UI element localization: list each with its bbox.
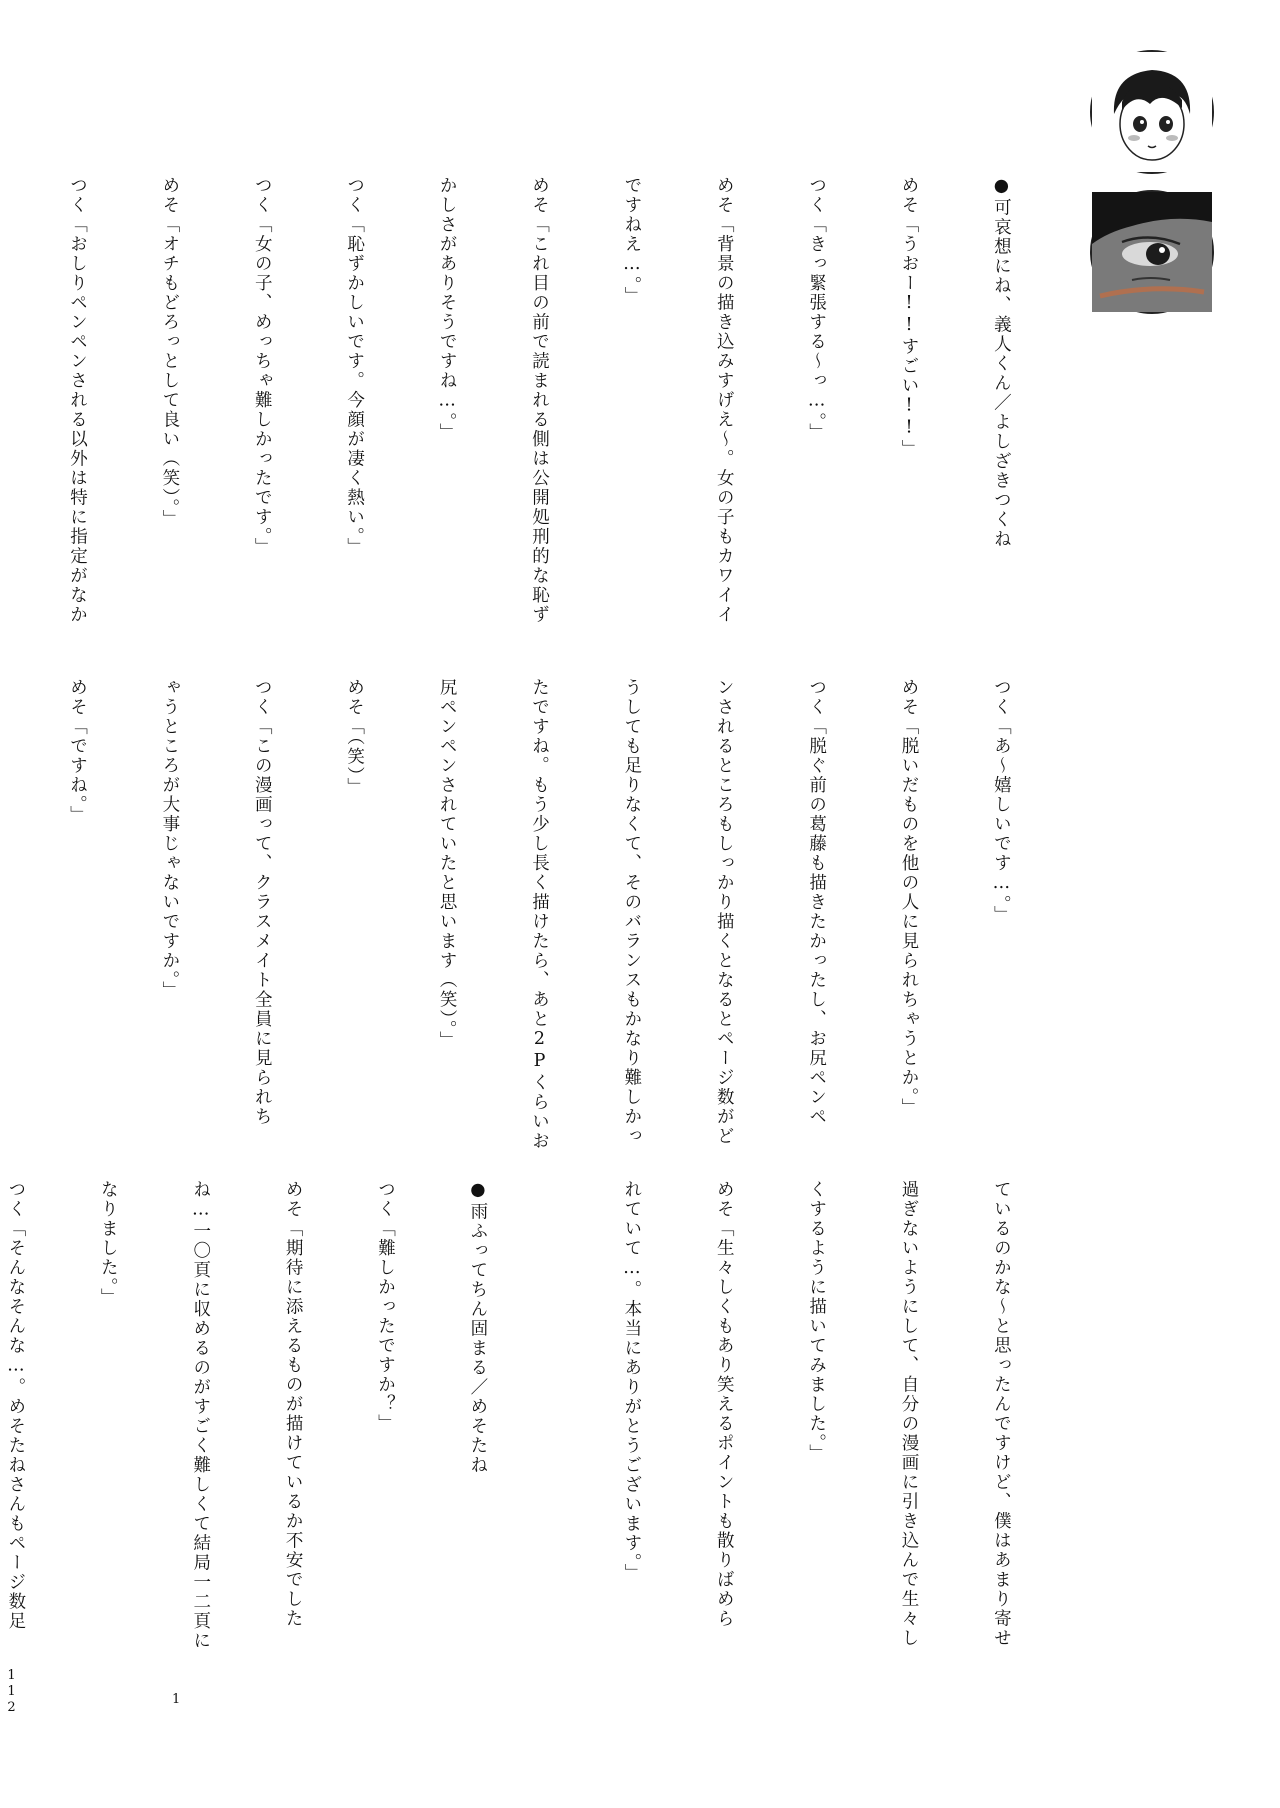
- text-line: たですね。もう少し長く描けたら、あと2Pくらいお: [529, 678, 550, 1151]
- text-line: つく「女の子、めっちゃ難しかったです。」: [252, 176, 273, 558]
- text-line: めそ「これ目の前で読まれる側は公開処刑的な恥ず: [529, 176, 550, 625]
- text-line: つく「この漫画って、クラスメイト全員に見られち: [252, 678, 273, 1127]
- text-line: めそ「オチもどろっとして良い（笑）。」: [159, 176, 180, 529]
- text-line: 尻ペンペンされていたと思います（笑）。」: [437, 678, 458, 1051]
- text-line: めそ「（笑）」: [344, 678, 365, 797]
- text-line: めそ「脱いだものを他の人に見られちゃうとか。」: [899, 678, 920, 1118]
- text-line: うしても足りなくて、そのバランスもかなり難しかっ: [621, 678, 642, 1146]
- text-band-lower: [5, 1180, 1078, 1654]
- folio-number: 112: [4, 1668, 19, 1716]
- text-line: つく「おしりペンペンされる以外は特に指定がなか: [67, 176, 88, 625]
- text-line: めそ「生々しくもあり笑えるポイントも散りばめら: [714, 1180, 735, 1629]
- text-line: かしさがありそうですね…。」: [437, 176, 458, 443]
- text-line: ね…一〇頁に収めるのがすごく難しくて結局一二頁に: [190, 1180, 211, 1651]
- text-line: つく「脱ぐ前の葛藤も描きたかったし、お尻ペンペ: [806, 678, 827, 1127]
- text-line: ているのかな〜と思ったんですけど、僕はあまり寄せ: [991, 1180, 1012, 1648]
- text-band-middle: [67, 678, 1078, 1154]
- text-line: つく「あ〜嬉しいです…。」: [991, 678, 1012, 926]
- text-line: ●雨ふってちん固まる／めそたね: [467, 1180, 488, 1475]
- text-line: めそ「期待に添えるものが描けているか不安でした: [283, 1180, 304, 1629]
- page-number: 1: [172, 1692, 181, 1707]
- closeup-face-icon: [1092, 192, 1212, 312]
- text-line: ンされるところもしっかり描くとなるとページ数がど: [714, 678, 735, 1146]
- text-line: れていて…。本当にありがとうございます。」: [621, 1180, 642, 1584]
- text-line: めそ「うおー!!すごい!!」: [899, 176, 920, 459]
- text-line: くするように描いてみました。」: [806, 1180, 827, 1464]
- boy-face-icon: [1092, 52, 1212, 172]
- text-line: なりました。」: [98, 1180, 119, 1308]
- text-band-upper: [67, 176, 1078, 650]
- text-line: めそ「ですね。」: [67, 678, 88, 826]
- text-line: めそ「背景の描き込みすげえ〜。女の子もカワイイ: [714, 176, 735, 625]
- avatar-tsukune: [1090, 50, 1214, 174]
- text-line: ゃうところが大事じゃないですか。」: [159, 678, 180, 1001]
- text-line: ●可哀想にね、義人くん／よしざきつくね: [991, 176, 1012, 549]
- avatar-closeup: [1090, 190, 1214, 314]
- text-line: ですねえ…。」: [621, 176, 642, 307]
- text-line: つく「恥ずかしいです。今顔が凄く熱い。」: [344, 176, 365, 558]
- text-line: 過ぎないようにして、自分の漫画に引き込んで生々し: [899, 1180, 920, 1648]
- text-line: つく「そんなそんな…。めそたねさんもページ数足: [5, 1180, 26, 1631]
- text-line: つく「きっ緊張する〜っ…。」: [806, 176, 827, 443]
- text-line: つく「難しかったですか？」: [375, 1180, 396, 1434]
